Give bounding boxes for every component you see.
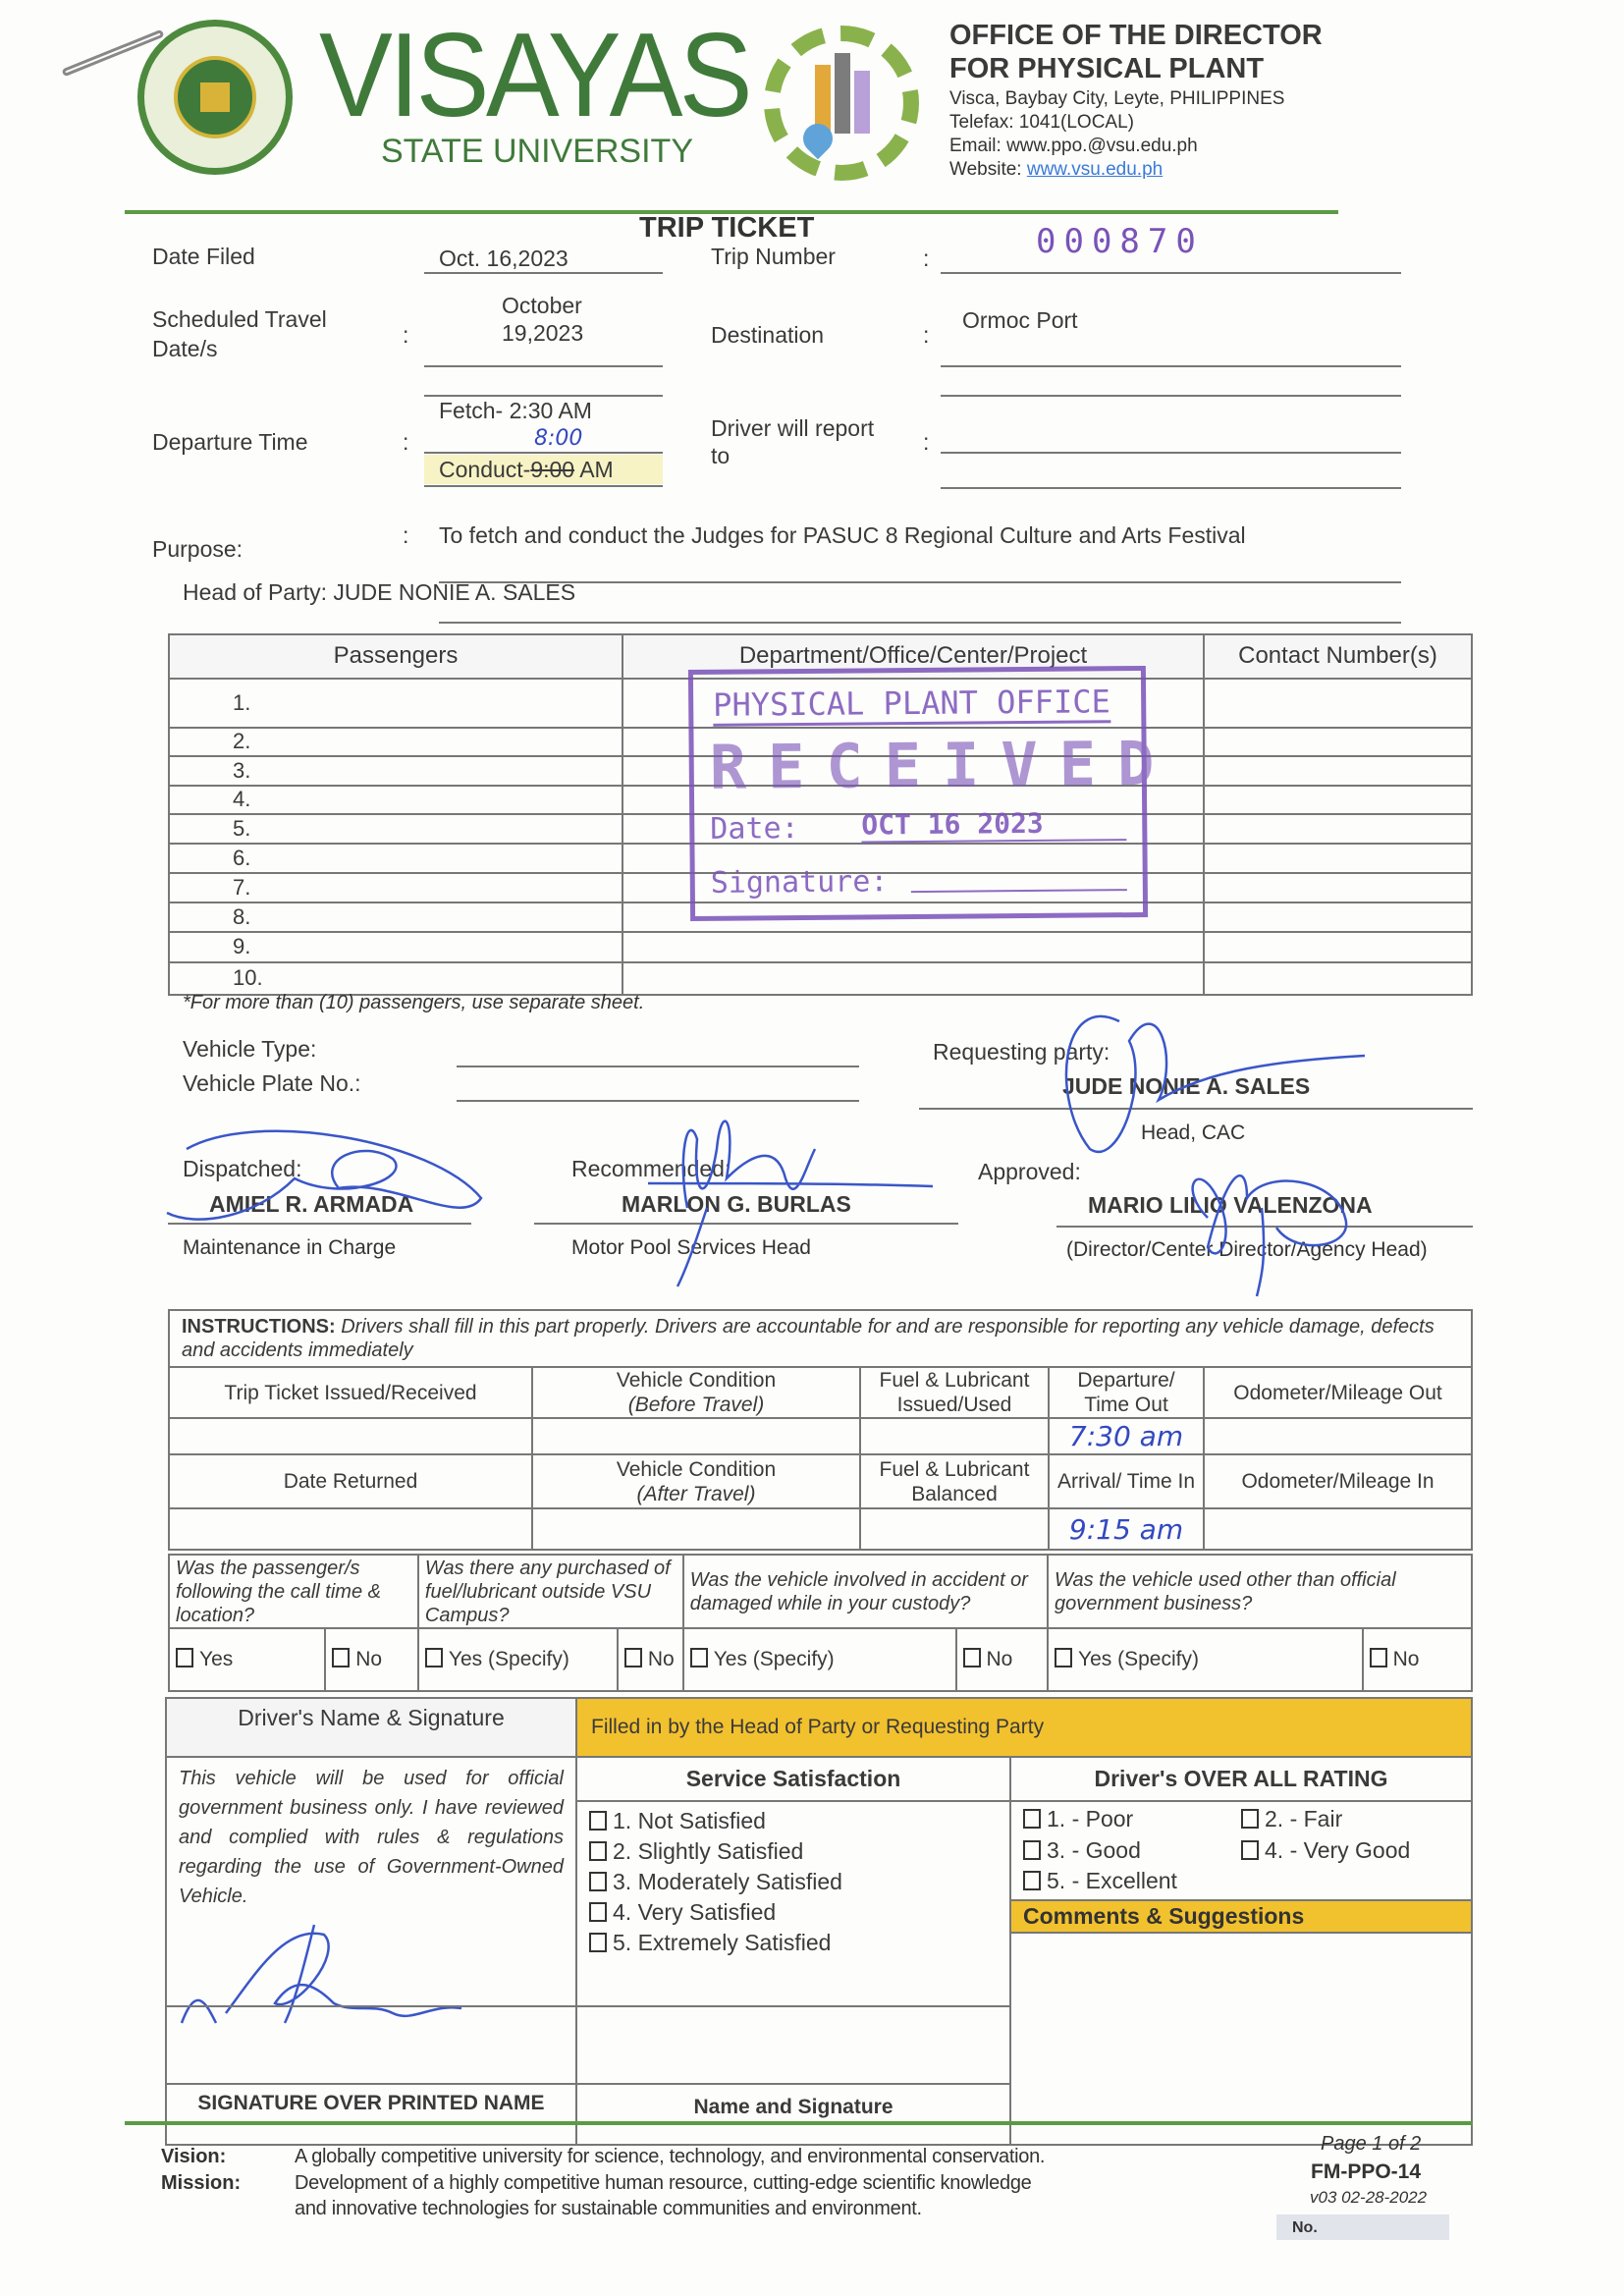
departure-fetch[interactable]: Fetch- 2:30 AM [439, 398, 592, 423]
trip-ticket-issued-cell[interactable] [169, 1418, 532, 1454]
trip-number-colon: : [923, 246, 930, 271]
odometer-out-header: Odometer/Mileage Out [1204, 1367, 1472, 1418]
option-label: Yes [199, 1648, 234, 1671]
report-colon: : [923, 429, 930, 455]
passenger-number: 9. [169, 932, 623, 962]
evaluation-table [165, 1697, 1473, 2146]
mission-text-1: Development of a highly competitive human resource, cutting-edge scientific knowledge [295, 2172, 1032, 2194]
yes-option-q3[interactable] [683, 1628, 956, 1691]
checkbox-icon[interactable] [1023, 1809, 1041, 1829]
time-out-value[interactable]: 7:30 am [1049, 1418, 1204, 1454]
trip-log-table [168, 1309, 1473, 1551]
vehicle-type-label: Vehicle Type: [183, 1036, 317, 1062]
odometer-out-cell[interactable] [1204, 1418, 1472, 1454]
passenger-number: 8. [169, 902, 623, 932]
approved-label: Approved: [978, 1159, 1081, 1184]
service-option[interactable] [589, 1836, 998, 1867]
destination-label: Destination [711, 322, 825, 348]
rating-option-label: 5. - Excellent [1047, 1868, 1177, 1894]
date-returned-cell[interactable] [169, 1508, 532, 1550]
conduct-suffix: AM [574, 457, 614, 482]
rating-option-label: 1. - Poor [1047, 1806, 1134, 1831]
stamp-date-label: Date: [710, 811, 799, 847]
checkbox-icon[interactable] [1241, 1809, 1259, 1829]
departure-time-out-header: Departure/ Time Out [1049, 1367, 1204, 1418]
dispatched-label: Dispatched: [183, 1156, 302, 1181]
vc-before-sub: (Before Travel) [627, 1394, 765, 1417]
name-and-signature-label: Name and Signature [576, 2084, 1010, 2145]
trip-ticket-issued-header: Trip Ticket Issued/Received [169, 1367, 532, 1418]
departure-label: Departure Time [152, 429, 308, 455]
no-option-q2[interactable] [618, 1628, 683, 1691]
questions-table [168, 1554, 1473, 1692]
rating-option-label: 4. - Very Good [1265, 1836, 1411, 1863]
yes-option-q4[interactable] [1048, 1628, 1363, 1691]
requesting-label: Requesting party: [933, 1039, 1110, 1065]
vc-after-cell[interactable] [532, 1508, 860, 1550]
university-name: VISAYAS [319, 8, 749, 141]
form-title: TRIP TICKET [639, 212, 815, 244]
vc-after-label: Vehicle Condition [616, 1457, 777, 1481]
question-1: Was the passenger/s following the call time & location? [169, 1555, 418, 1628]
rating-and-comments [1010, 1801, 1472, 2145]
service-option-label: 5. Extremely Satisfied [613, 1930, 832, 1955]
requesting-name: JUDE NONIE A. SALES [1062, 1073, 1311, 1099]
checkbox-icon[interactable] [963, 1648, 981, 1667]
question-4: Was the vehicle used other than official government business? [1048, 1555, 1472, 1628]
name-signature-cell[interactable] [576, 2006, 1010, 2084]
no-label: No. [1292, 2219, 1318, 2236]
dispatched-title: Maintenance in Charge [183, 1236, 397, 1259]
checkbox-icon[interactable] [1023, 1840, 1041, 1860]
requesting-signature [1066, 1016, 1365, 1152]
requesting-title: Head, CAC [1141, 1121, 1246, 1144]
stamp-office: PHYSICAL PLANT OFFICE [713, 683, 1110, 727]
checkbox-icon[interactable] [425, 1648, 443, 1667]
form-code: FM-PPO-14 [1311, 2160, 1422, 2183]
rating-option-label: 2. - Fair [1265, 1806, 1343, 1831]
stamp-signature-label: Signature: [710, 864, 889, 901]
service-option-label: 1. Not Satisfied [613, 1808, 766, 1833]
overall-rating-header: Driver's OVER ALL RATING [1010, 1757, 1472, 1801]
odometer-in-cell[interactable] [1204, 1508, 1472, 1550]
rating-option[interactable] [1241, 1806, 1459, 1833]
dispatched-name: AMIEL R. ARMADA [209, 1191, 414, 1217]
vehicle-condition-before-header [532, 1367, 860, 1418]
report-label-1: Driver will report [711, 415, 875, 441]
option-label: Yes (Specify) [713, 1648, 835, 1671]
conduct-struck-time: 9:00 [530, 457, 575, 482]
recommended-signature [648, 1121, 933, 1286]
page-number: Page 1 of 2 [1321, 2133, 1422, 2155]
purpose-colon: : [403, 522, 409, 548]
checkbox-icon[interactable] [1023, 1871, 1041, 1890]
rating-option[interactable] [1023, 1837, 1241, 1865]
fuel-issued-cell[interactable] [860, 1418, 1049, 1454]
sched-label-1: Scheduled Travel [152, 306, 327, 332]
dispatched-signature [167, 1131, 481, 1220]
destination-colon: : [923, 322, 930, 348]
service-option[interactable] [589, 1867, 998, 1897]
footer-divider [125, 2121, 1473, 2125]
instructions-bold: INSTRUCTIONS: [182, 1316, 336, 1338]
odometer-in-header: Odometer/Mileage In [1204, 1454, 1472, 1508]
approved-title: (Director/Center Director/Agency Head) [1066, 1238, 1428, 1261]
question-2: Was there any purchased of fuel/lubricant outside VSU Campus? [418, 1555, 683, 1628]
instructions-text: Drivers shall fill in this part properly. Drivers are accountable for and are responsible for reporting any vehicle damage, defects and accidents immediately [182, 1316, 1435, 1361]
no-option-q4[interactable] [1363, 1628, 1472, 1691]
yes-option-q1[interactable] [169, 1628, 325, 1691]
passenger-number: 2. [169, 728, 623, 756]
form-version: v03 02-28-2022 [1310, 2188, 1428, 2207]
no-box [1276, 2214, 1449, 2240]
fuel-balanced-cell[interactable] [860, 1508, 1049, 1550]
passenger-note: *For more than (10) passengers, use separate sheet. [183, 992, 645, 1013]
service-option-label: 3. Moderately Satisfied [613, 1869, 842, 1894]
recommended-name: MARLON G. BURLAS [622, 1191, 851, 1217]
service-option[interactable] [589, 1897, 998, 1928]
conduct-prefix: Conduct- [439, 457, 531, 482]
service-option-label: 4. Very Satisfied [613, 1899, 777, 1925]
departure-handwritten-time: 8:00 [534, 426, 583, 451]
head-of-party[interactable]: Head of Party: JUDE NONIE A. SALES [183, 579, 576, 605]
fuel-issued-header: Fuel & Lubricant Issued/Used [860, 1367, 1049, 1418]
filled-by-banner: Filled in by the Head of Party or Requesting Party [576, 1698, 1472, 1757]
website-label: Website: [949, 159, 1027, 180]
comments-field[interactable] [1011, 1934, 1471, 2091]
purpose-value[interactable]: To fetch and conduct the Judges for PASUC 8 Regional Culture and Arts Festival [439, 522, 1246, 548]
arrival-time-in-header: Arrival/ Time In [1049, 1454, 1204, 1508]
stamp-received: RECEIVED [709, 727, 1176, 803]
office-title-1: OFFICE OF THE DIRECTOR [949, 20, 1323, 51]
checkbox-icon[interactable] [624, 1648, 642, 1667]
purpose-label: Purpose: [152, 536, 244, 562]
approved-name: MARIO LILIO VALENZONA [1088, 1192, 1373, 1218]
checkbox-icon[interactable] [332, 1648, 350, 1667]
option-label: Yes (Specify) [1078, 1648, 1199, 1671]
vision-label: Vision: [161, 2146, 227, 2167]
sched-label-2: Date/s [152, 336, 218, 361]
fuel-balanced-header: Fuel & Lubricant Balanced [860, 1454, 1049, 1508]
vc-before-cell[interactable] [532, 1418, 860, 1454]
driver-signature-cell[interactable] [166, 2006, 576, 2084]
service-option-label: 2. Slightly Satisfied [613, 1838, 804, 1864]
passenger-number: 1. [169, 679, 623, 728]
passenger-number: 4. [169, 786, 623, 814]
option-label: No [355, 1648, 383, 1671]
rating-options [1011, 1802, 1471, 1899]
vision-text: A globally competitive university for science, technology, and environmental conservation. [295, 2146, 1046, 2167]
checkbox-icon[interactable] [589, 1933, 607, 1952]
checkbox-icon[interactable] [589, 1841, 607, 1861]
comments-header: Comments & Suggestions [1011, 1899, 1471, 1935]
stamp-date: OCT 16 2023 [861, 806, 1126, 843]
trip-number-value[interactable]: 000870 [1036, 222, 1204, 261]
service-satisfaction-header: Service Satisfaction [576, 1757, 1010, 1801]
vc-before-label: Vehicle Condition [616, 1369, 777, 1392]
driver-statement-cell [166, 1757, 576, 2006]
departure-colon: : [403, 429, 409, 455]
passenger-number: 6. [169, 844, 623, 873]
option-label: No [1392, 1648, 1420, 1671]
destination-value[interactable]: Ormoc Port [962, 307, 1078, 333]
report-label-2: to [711, 443, 731, 468]
option-label: No [986, 1648, 1013, 1671]
vehicle-condition-after-header [532, 1454, 860, 1508]
sched-colon: : [403, 322, 409, 348]
date-filed-value[interactable]: Oct. 16,2023 [439, 246, 568, 271]
website-link[interactable]: www.vsu.edu.ph [1026, 159, 1164, 180]
time-in-value[interactable]: 9:15 am [1049, 1508, 1204, 1550]
service-option[interactable] [589, 1928, 998, 1958]
no-option-q3[interactable] [956, 1628, 1049, 1691]
rating-option[interactable] [1023, 1868, 1241, 1895]
service-satisfaction-options [576, 1801, 1010, 2006]
rating-option[interactable] [1023, 1806, 1241, 1833]
checkbox-icon[interactable] [589, 1902, 607, 1922]
header-passengers: Passengers [169, 634, 623, 679]
vc-after-sub: (After Travel) [636, 1482, 756, 1505]
checkbox-icon[interactable] [690, 1648, 708, 1667]
checkbox-icon[interactable] [1370, 1648, 1387, 1667]
office-email: Email: www.ppo.@vsu.edu.ph [949, 136, 1198, 156]
yes-option-q2[interactable] [418, 1628, 618, 1691]
rating-option[interactable] [1241, 1837, 1459, 1865]
passenger-number: 5. [169, 814, 623, 844]
header-department: Department/Office/Center/Project [623, 634, 1204, 679]
trip-number-label: Trip Number [711, 244, 836, 269]
recommended-title: Motor Pool Services Head [571, 1236, 811, 1259]
driver-statement: This vehicle will be used for official government business only. I have reviewed and complied with rules & regulations regarding the use of Government-Owned Vehicle. [179, 1768, 564, 1907]
office-address: Visca, Baybay City, Leyte, PHILIPPINES [949, 88, 1285, 109]
university-subname: STATE UNIVERSITY [381, 133, 694, 170]
sched-value-2[interactable]: 19,2023 [502, 320, 584, 346]
passenger-number: 3. [169, 756, 623, 786]
mission-label: Mission: [161, 2172, 242, 2194]
date-filed-label: Date Filed [152, 244, 255, 269]
sched-value-1[interactable]: October [502, 293, 582, 318]
checkbox-icon[interactable] [589, 1872, 607, 1891]
recommended-label: Recommended: [571, 1156, 731, 1181]
passenger-number: 10. [169, 962, 623, 995]
office-telefax: Telefax: 1041(LOCAL) [949, 112, 1134, 133]
office-title-2: FOR PHYSICAL PLANT [949, 53, 1265, 84]
mission-text-2: and innovative technologies for sustainable communities and environment. [295, 2198, 922, 2219]
approved-signature [1193, 1175, 1346, 1296]
question-3: Was the vehicle involved in accident or damaged while in your custody? [683, 1555, 1048, 1628]
checkbox-icon[interactable] [176, 1648, 193, 1667]
vehicle-plate-label: Vehicle Plate No.: [183, 1070, 361, 1096]
checkbox-icon[interactable] [589, 1811, 607, 1831]
checkbox-icon[interactable] [1055, 1648, 1072, 1667]
signature-printed-name-label: SIGNATURE OVER PRINTED NAME [166, 2084, 576, 2145]
driver-name-signature-header: Driver's Name & Signature [166, 1698, 576, 1757]
no-option-q1[interactable] [325, 1628, 418, 1691]
rating-option-label: 3. - Good [1047, 1836, 1141, 1863]
date-returned-header: Date Returned [169, 1454, 532, 1508]
checkbox-icon[interactable] [1241, 1840, 1259, 1860]
header-contact: Contact Number(s) [1204, 634, 1472, 679]
option-label: Yes (Specify) [448, 1648, 569, 1671]
service-option[interactable] [589, 1806, 998, 1836]
passenger-number: 7. [169, 873, 623, 902]
option-label: No [647, 1648, 675, 1671]
